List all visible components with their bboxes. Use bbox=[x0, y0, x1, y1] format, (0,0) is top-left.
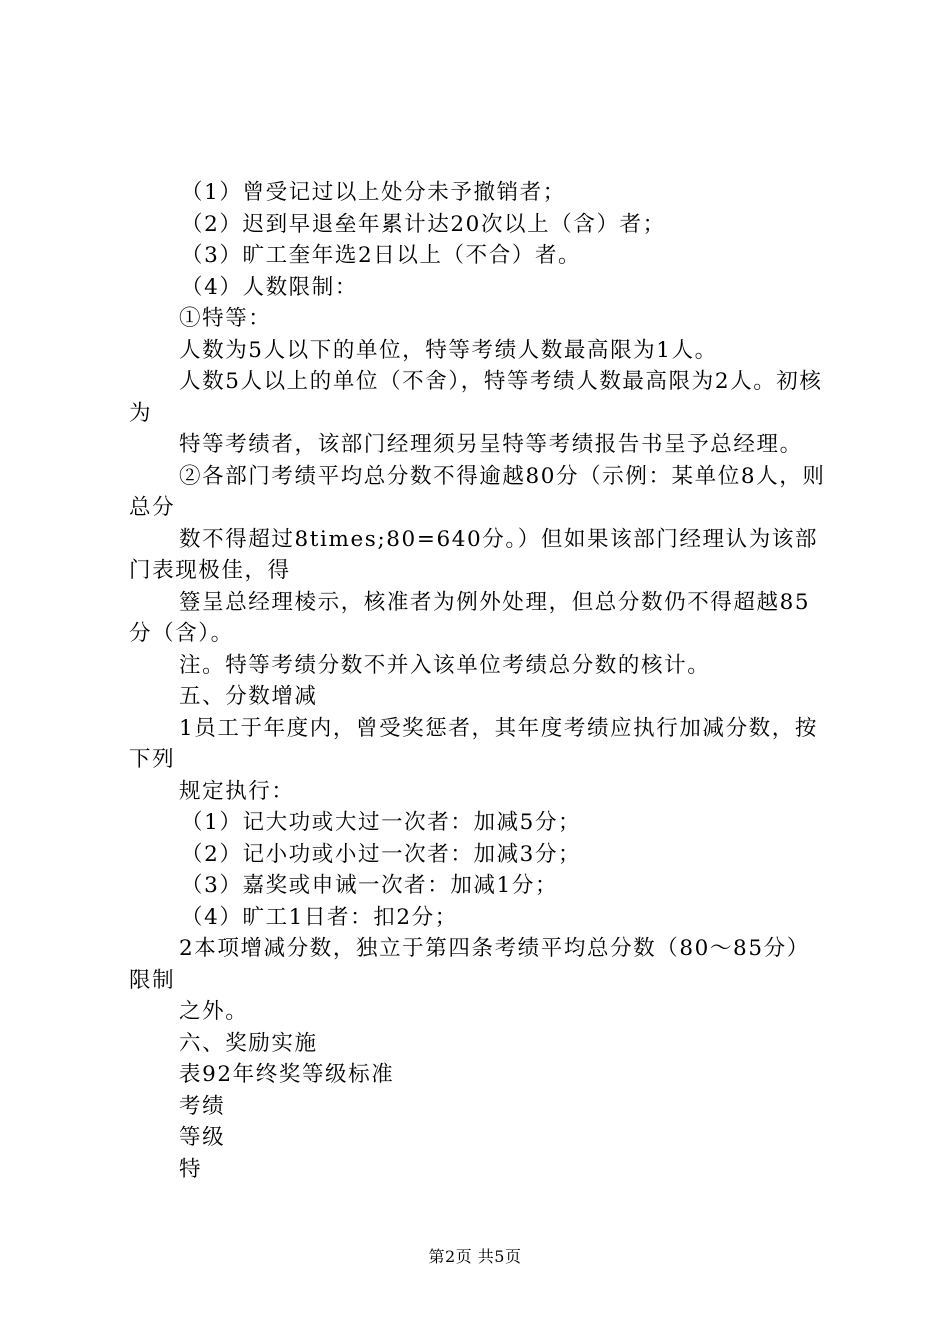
paragraph-3: （3）旷工奎年选2日以上（不合）者。 bbox=[181, 243, 582, 268]
paragraph-11: 簦呈总经理棱示，核准者为例外处理，但总分数仍不得超越85分（含）。 bbox=[129, 589, 811, 646]
paragraph-9: ②各部门考绩平均总分数不得逾越80分（示例：某单位8人，则总分 bbox=[129, 463, 826, 520]
table-cell-1: 考绩 bbox=[179, 1093, 226, 1119]
paragraph-16: （2）记小功或小过一次者：加减3分； bbox=[181, 841, 582, 867]
paragraph-7: 人数5人以上的单位（不舍），特等考绩人数最高限为2人。初核为 bbox=[129, 369, 823, 426]
paragraph-5: ①特等： bbox=[179, 306, 272, 331]
paragraph-14: 规定执行： bbox=[179, 778, 295, 804]
paragraph-10: 数不得超过8times;80=640分。）但如果该部门经理认为该部门表现极佳，得 bbox=[129, 526, 819, 583]
table-caption: 表92年终奖等级标准 bbox=[179, 1062, 395, 1087]
paragraph-1: （1）曾受记过以上处分未予撤销者； bbox=[181, 180, 566, 205]
paragraph-12: 注。特等考绩分数不并入该单位考绩总分数的核计。 bbox=[179, 652, 711, 678]
table-cell-2: 等级 bbox=[179, 1125, 226, 1150]
paragraph-4: （4）人数限制： bbox=[181, 274, 358, 300]
paragraph-17: （3）嘉奖或申诫一次者：加减1分； bbox=[181, 873, 559, 898]
paragraph-20: 之外。 bbox=[179, 999, 249, 1024]
table-cell-3: 特 bbox=[179, 1156, 203, 1182]
section-heading-6: 六、奖励实施 bbox=[179, 1030, 318, 1056]
page-number-footer: 第2页 共5页 bbox=[428, 1247, 522, 1266]
paragraph-13: 1员工于年度内，曾受奖惩者，其年度考绩应执行加减分数，按下列 bbox=[129, 715, 818, 772]
document-body bbox=[129, 177, 831, 1185]
paragraph-8: 特等考绩者，该部门经理须另呈特等考绩报告书呈予总经理。 bbox=[179, 432, 803, 457]
paragraph-19: 2本项增减分数，独立于第四条考绩平均总分数（80～85分）限制 bbox=[129, 936, 810, 993]
paragraph-15: （1）记大功或大过一次者：加减5分； bbox=[181, 810, 582, 835]
paragraph-2: （2）迟到早退垒年累计达20次以上（含）者； bbox=[181, 211, 666, 237]
paragraph-18: （4）旷工1日者：扣2分； bbox=[181, 904, 458, 930]
paragraph-6: 人数为5人以下的单位，特等考绩人数最高限为1人。 bbox=[179, 337, 718, 363]
section-heading-5: 五、分数增减 bbox=[179, 684, 318, 709]
